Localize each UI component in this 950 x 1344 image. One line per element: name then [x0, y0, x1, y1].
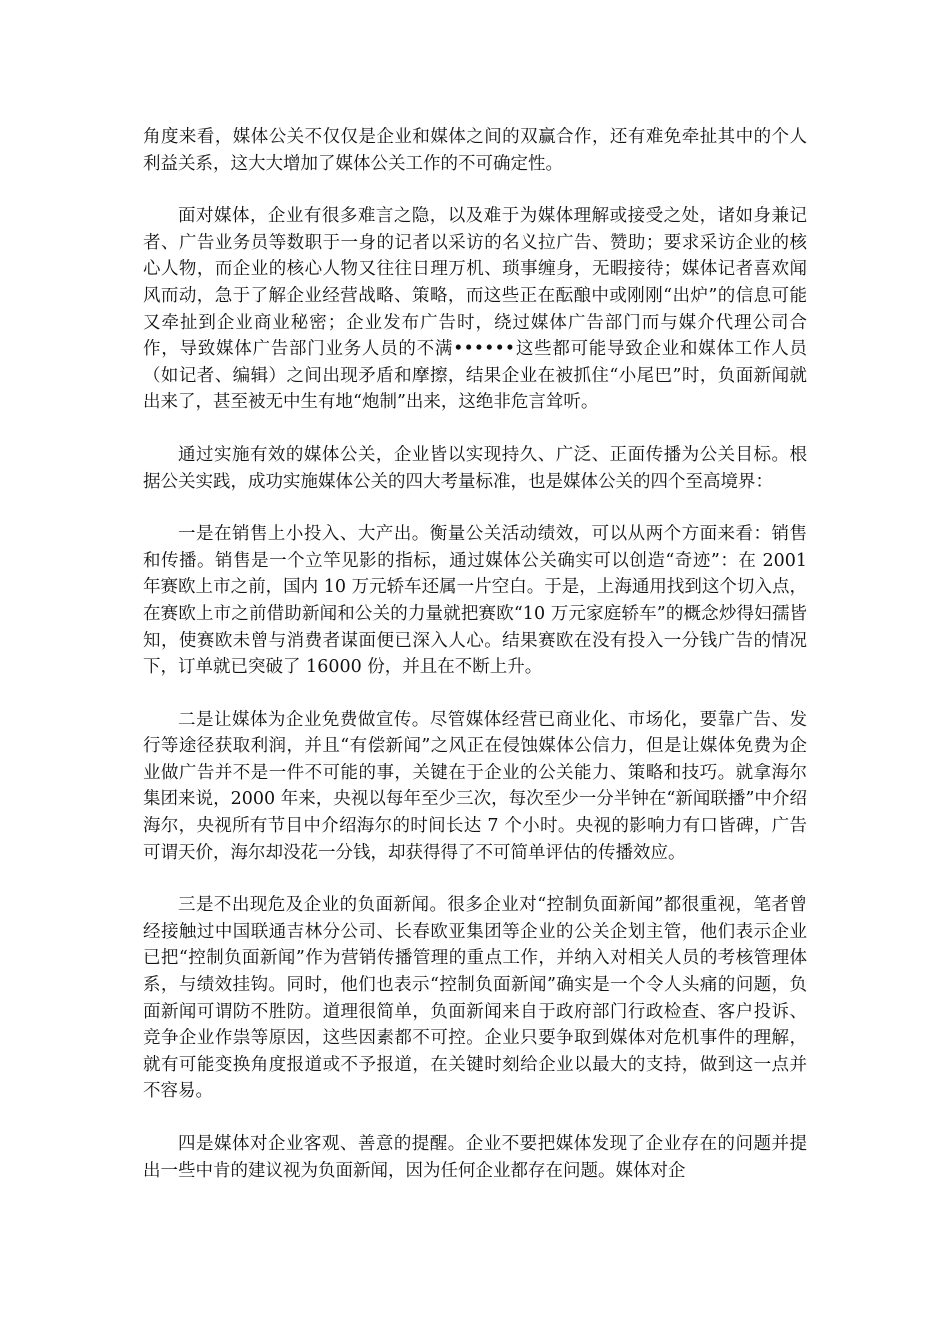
paragraph-5: 二是让媒体为企业免费做宣传。尽管媒体经营已商业化、市场化，要靠广告、发行等途径获取利润，并且“有偿新闻”之风正在侵蚀媒体公信力，但是让媒体免费为企业做广告并不是一件不可能的事，关键在于企业的公关能力、策略和技巧。就拿海尔集团来说，2000 年来，央视以每年至少三次，每次至少一分半钟在“新闻联播”中介绍海尔，央视所有节目中介绍海尔的时间长达 7 个小时。央视的影响力有口皆碑，广告可谓天价，海尔却没花一分钱，却获得得了不可简单评估的传播效应。	[143, 709, 807, 863]
paragraph-1: 角度来看，媒体公关不仅仅是企业和媒体之间的双赢合作，还有难免牵扯其中的个人利益关系，这大大增加了媒体公关工作的不可确定性。	[143, 127, 807, 174]
paragraph-4: 一是在销售上小投入、大产出。衡量公关活动绩效，可以从两个方面来看：销售和传播。销售是一个立竿见影的指标，通过媒体公关确实可以创造“奇迹”：在 2001 年赛欧上市之前，国内 10 万元轿车还属一片空白。于是，上海通用找到这个切入点，在赛欧上市之前借助新闻和公关的力量就把赛欧“10 万元家庭轿车”的概念炒得妇孺皆知，使赛欧未曾与消费者谋面便已深入人心。结果赛欧在没有投入一分钱广告的情况下，订单就已突破了 16000 份，并且在不断上升。	[143, 524, 807, 678]
document-page	[143, 124, 807, 1210]
paragraph-7: 四是媒体对企业客观、善意的提醒。企业不要把媒体发现了企业存在的问题并提出一些中肯的建议视为负面新闻，因为任何企业都存在问题。媒体对企	[143, 1134, 807, 1181]
paragraph-3: 通过实施有效的媒体公关，企业皆以实现持久、广泛、正面传播为公关目标。根据公关实践，成功实施媒体公关的四大考量标准，也是媒体公关的四个至高境界：	[143, 444, 807, 492]
paragraph-6: 三是不出现危及企业的负面新闻。很多企业对“控制负面新闻”都很重视，笔者曾经接触过中国联通吉林分公司、长春欧亚集团等企业的公关企划主管，他们表示企业已把“控制负面新闻”作为营销传播管理的重点工作，并纳入对相关人员的考核管理体系，与绩效挂钩。同时，他们也表示“控制负面新闻”确实是一个令人头痛的问题，负面新闻可谓防不胜防。道理很简单，负面新闻来自于政府部门行政检查、客户投诉、竞争企业作祟等原因，这些因素都不可控。企业只要争取到媒体对危机事件的理解，就有可能变换角度报道或不予报道，在关键时刻给企业以最大的支持，做到这一点并不容易。	[143, 895, 807, 1102]
paragraph-2: 面对媒体，企业有很多难言之隐，以及难于为媒体理解或接受之处，诸如身兼记者、广告业务员等数职于一身的记者以采访的名义拉广告、赞助；要求采访企业的核心人物，而企业的核心人物又往往日理万机、琐事缠身，无暇接待；媒体记者喜欢闻风而动，急于了解企业经营战略、策略，而这些正在酝酿中或刚刚“出炉”的信息可能又牵扯到企业商业秘密；企业发布广告时，绕过媒体广告部门而与媒介代理公司合作，导致媒体广告部门业务人员的不满••••••这些都可能导致企业和媒体工作人员（如记者、编辑）之间出现矛盾和摩擦，结果企业在被抓住“小尾巴”时，负面新闻就出来了，甚至被无中生有地“炮制”出来，这绝非危言耸听。	[143, 206, 807, 413]
